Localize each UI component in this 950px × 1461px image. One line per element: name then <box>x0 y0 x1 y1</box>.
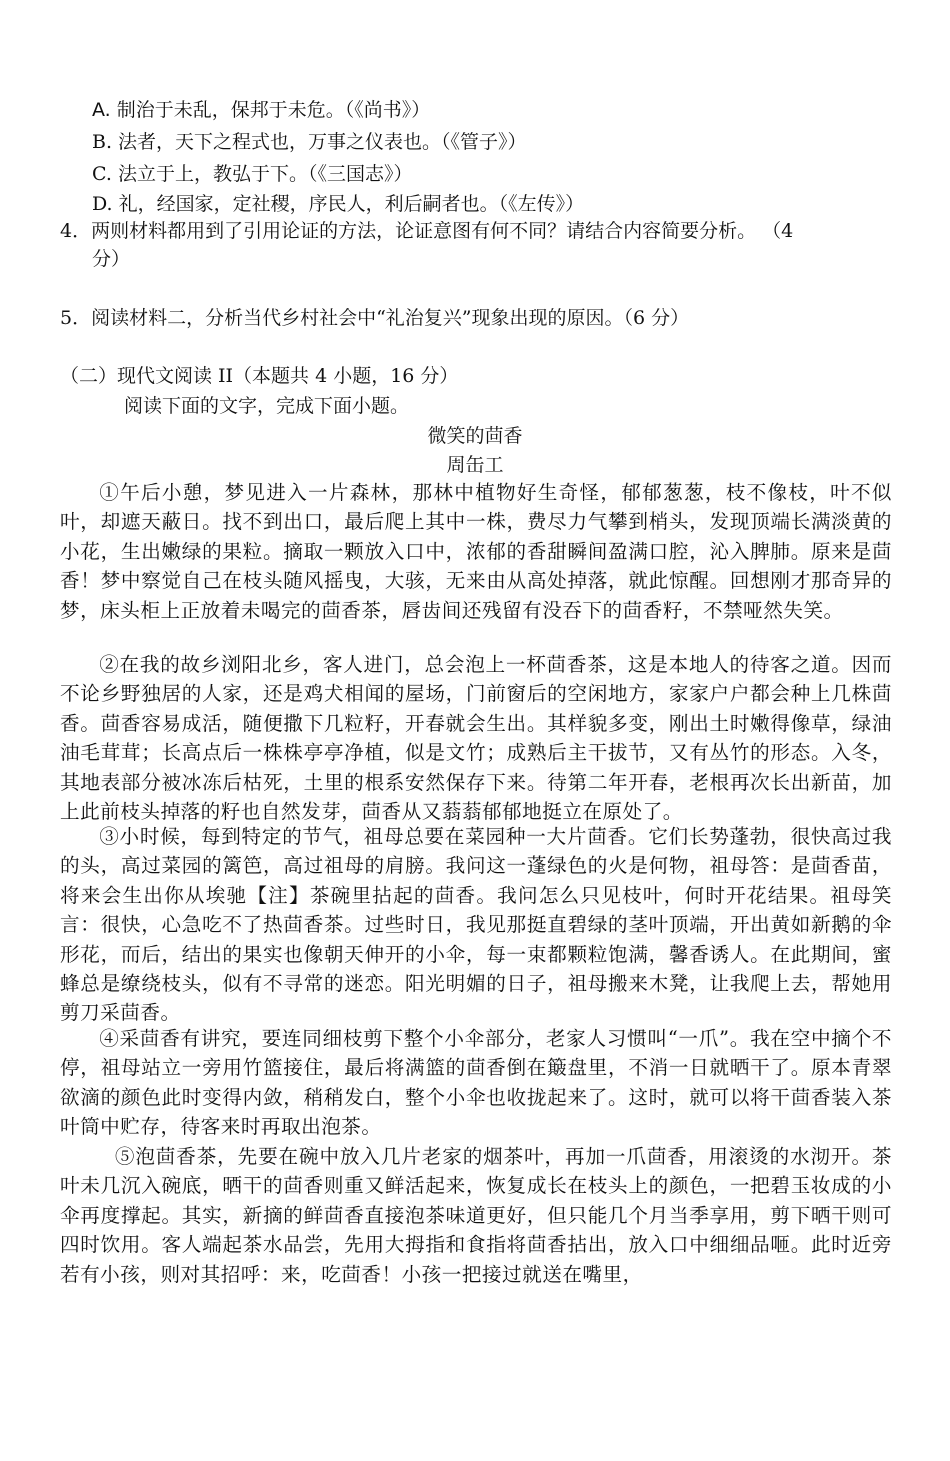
article-paragraph-1: ①午后小憩，梦见进入一片森林，那林中植物好生奇怪，郁郁葱葱，枝不像枝，叶不似叶，却遮天蔽日。找不到出口，最后爬上其中一株，费尽力气攀到梢头，发现顶端长满淡黄的小花，生出嫩绿的果粒。摘取一颗放入口中，浓郁的香甜瞬间盈满口腔，沁入脾肺。原来是茴香！梦中察觉自己在枝头随风摇曳，大骇，无来由从高处掉落，就此惊醒。回想刚才那奇异的梦，床头柜上正放着未喝完的茴香茶，唇齿间还残留有没吞下的茴香籽，不禁哑然失笑。 <box>60 481 892 622</box>
article-paragraph-4: ④采茴香有讲究，要连同细枝剪下整个小伞部分，老家人习惯叫“一爪”。我在空中摘个不停，祖母站立一旁用竹篮接住，最后将满篮的茴香倒在簸盘里，不消一日就晒干了。原本青翠欲滴的颜色此时变得内敛，稍稍发白，整个小伞也收拢起来了。这时，就可以将干茴香装入茶叶筒中贮存，待客来时再取出泡茶。 <box>60 1027 892 1139</box>
section-instruction: 阅读下面的文字，完成下面小题。 <box>124 395 410 417</box>
option-b-text: B. 法者，天下之程式也，万事之仪表也。（《管子》） <box>92 131 527 153</box>
option-a: A. 制治于未乱，保邦于未危。（《尚书》） <box>92 99 431 121</box>
article-paragraph-2: ②在我的故乡浏阳北乡，客人进门，总会泡上一杯茴香茶，这是本地人的待客之道。因而不论乡野独居的人家，还是鸡犬相闻的屋场，门前窗后的空闲地方，家家户户都会种上几株茴香。茴香容易成活，随便撒下几粒籽，开春就会生出。其样貌多变，刚出土时嫩得像草，绿油油毛茸茸；长高点后一株株亭亭净植，似是文竹；成熟后主干拔节，又有丛竹的形态。入冬，其地表部分被冰冻后枯死，土里的根系安然保存下来。待第二年开春，老根再次长出新苗，加上此前枝头掉落的籽也自然发芽，茴香从又蓊蓊郁郁地挺立在原处了。 <box>60 653 892 824</box>
option-c <box>92 161 412 187</box>
article-paragraph-5: ⑤泡茴香茶，先要在碗中放入几片老家的烟茶叶，再加一爪茴香，用滚烫的水沏开。茶叶未几沉入碗底，晒干的茴香则重又鲜活起来，恢复成长在枝头上的颜色，一把碧玉妆成的小伞再度撑起。其实，新摘的鲜茴香直接泡茶味道更好，但只能几个月当季享用，剪下晒干则可四时饮用。客人端起茶水品尝，先用大拇指和食指将茴香拈出，放入口中细细品咂。此时近旁若有小孩，则对其招呼：来，吃茴香！小孩一把接过就送在嘴里， <box>60 1145 892 1286</box>
article-title: 微笑的茴香 <box>427 425 523 447</box>
question-4-line1: 4．两则材料都用到了引用论证的方法，论证意图有何不同？请结合内容简要分析。 （4 <box>60 220 794 242</box>
section-header: （二）现代文阅读 II（本题共 4 小题，16 分） <box>60 365 459 387</box>
option-a-text: 制治于未乱，保邦于未危。（《尚书》） <box>116 99 431 121</box>
article-paragraph-3: ③小时候，每到特定的节气，祖母总要在菜园种一大片茴香。它们长势蓬勃，很快高过我的头，高过菜园的篱笆，高过祖母的肩膀。我问这一蓬绿色的火是何物，祖母答：是茴香苗，将来会生出你从埃驰【注】茶碗里拈起的茴香。我问怎么只见枝叶，何时开花结果。祖母笑言：很快，心急吃不了热茴香茶。过些时日，我见那挺直碧绿的茎叶顶端，开出黄如新鹅的伞形花，而后，结出的果实也像朝天伸开的小伞，每一束都颗粒饱满，馨香诱人。在此期间，蜜蜂总是缭绕枝头，似有不寻常的迷恋。阳光明媚的日子，祖母搬来木凳，让我爬上去，帮她用剪刀采茴香。 <box>60 825 892 1025</box>
option-c-text: C. 法立于上，教弘于下。（《三国志》） <box>92 163 413 185</box>
article-author: 周缶工 <box>446 454 504 476</box>
question-5: 5．阅读材料二，分析当代乡村社会中“礼治复兴”现象出现的原因。（6 分） <box>60 307 690 329</box>
option-b <box>92 129 527 155</box>
option-d-text: D. 礼，经国家，定社稷，序民人，利后嗣者也。（《左传》） <box>92 193 585 215</box>
option-d <box>92 191 584 217</box>
question-4-line2: 分） <box>92 248 131 270</box>
